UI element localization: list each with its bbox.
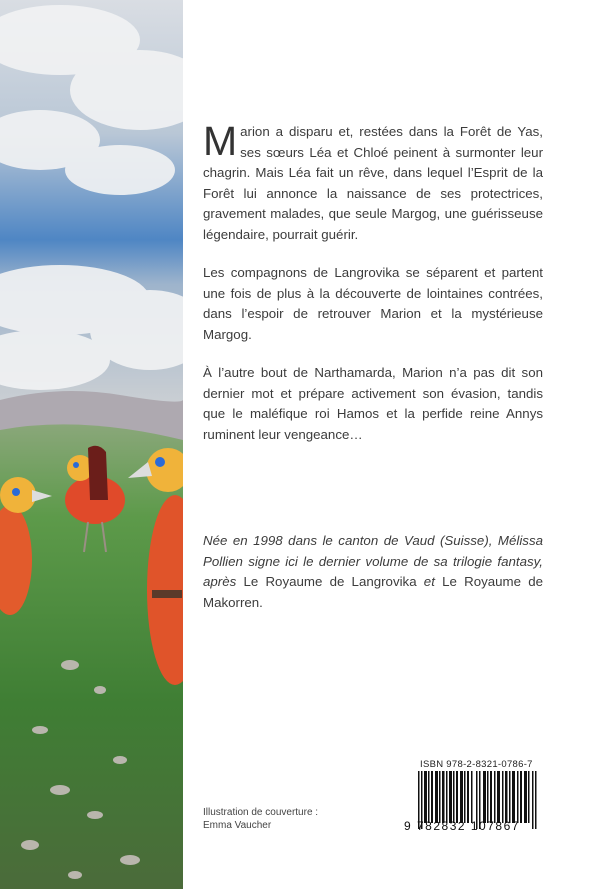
bio-text-2: et xyxy=(416,574,443,589)
bio-title-2: Le Royaume de Makorren xyxy=(203,574,543,610)
isbn-label: ISBN 978-2-8321-0786-7 xyxy=(420,759,533,770)
dropcap: M xyxy=(203,118,238,164)
summary-text xyxy=(203,118,543,463)
barcode xyxy=(404,757,542,841)
summary-paragraph-2: Les compagnons de Langrovika se séparent et partent une fois de plus à la découverte de lointaines contrées, dans l’espoir de retrouver Marion et la mystérieuse Margog. xyxy=(203,265,543,342)
bio-title-1: Le Royaume de Langrovika xyxy=(243,574,417,589)
barcode-digits: 9 782832 107867 xyxy=(404,819,520,833)
summary-paragraph-1-text: arion a disparu et, restées dans la Forêt de Yas, ses sœurs Léa et Chloé peinent à surmonter leur chagrin. Mais Léa fait un rêve, dans lequel l’Esprit de la Forêt lui annonce la naissance de ses protectrices, gravement malades, que seule Margog, une guérisseuse légendaire, pourrait guérir. xyxy=(203,124,543,242)
bio-text-3: . xyxy=(259,594,263,610)
summary-paragraph-3: À l’autre bout de Narthamarda, Marion n’a pas dit son dernier mot et prépare activement son évasion, tandis que le maléfique roi Hamos et la perfide reine Annys ruminent leur vengeance… xyxy=(203,365,543,442)
summary-paragraph-1 xyxy=(203,118,543,245)
cover-illustration xyxy=(0,0,183,889)
bio-text-1: Née en 1998 dans le canton de Vaud (Suisse), Mélissa Pollien signe ici le dernier volume de sa trilogie fantasy, après xyxy=(203,533,543,589)
illustration-credit xyxy=(203,806,318,832)
author-bio xyxy=(203,531,543,613)
credit-illustrator: Emma Vaucher xyxy=(203,820,272,831)
credit-label: Illustration de couverture : xyxy=(203,807,319,818)
